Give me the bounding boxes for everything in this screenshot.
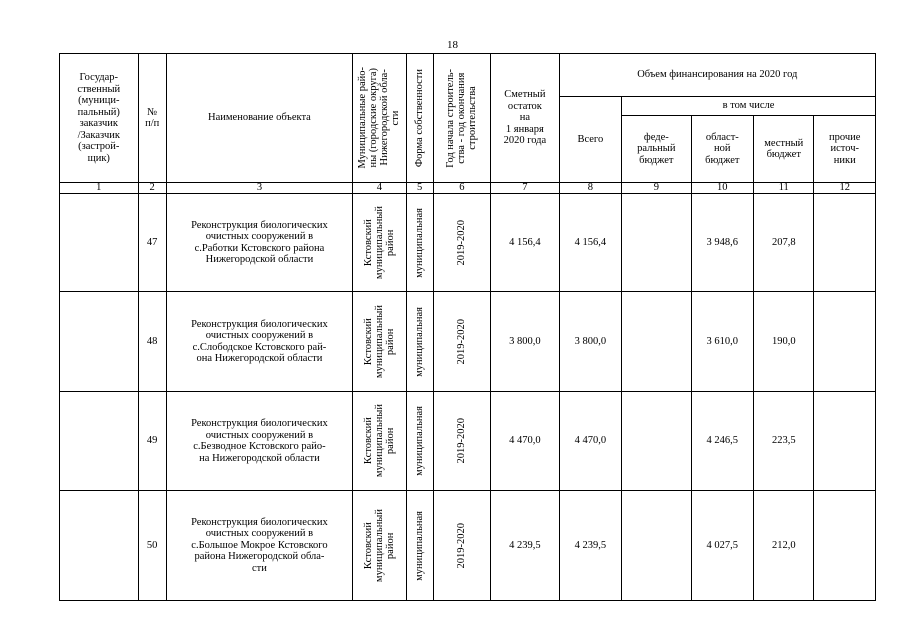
row-number: 49 (138, 392, 166, 491)
estimated-balance: 4 156,4 (491, 194, 560, 292)
local-value: 223,5 (754, 392, 814, 491)
municipality-cell (353, 292, 406, 392)
header-municipality: Муниципальные райо- ны (городские округа) Нижегородской обла- сти (357, 67, 402, 169)
row-number: 48 (138, 292, 166, 392)
customer-cell (60, 292, 139, 392)
column-number: 10 (691, 183, 753, 194)
header-local: местный бюджет (754, 116, 814, 183)
municipality-cell (353, 194, 406, 292)
column-number: 8 (559, 183, 621, 194)
header-years: Год начала строитель- ства - год окончания строительства (445, 68, 479, 168)
header-estimated-balance: Сметный остаток на 1 января 2020 года (491, 54, 560, 183)
header-years-cell (433, 54, 490, 183)
local-value: 212,0 (754, 491, 814, 601)
municipality-text: Кстовский муниципальный район (362, 304, 396, 379)
header-other: прочие источ- ники (814, 116, 876, 183)
column-numbers-row (60, 183, 876, 194)
regional-value: 4 027,5 (691, 491, 753, 601)
years-text: 2019-2020 (456, 219, 468, 266)
other-value (814, 491, 876, 601)
header-ownership-cell (406, 54, 433, 183)
other-value (814, 194, 876, 292)
row-number: 50 (138, 491, 166, 601)
object-name: Реконструкция биологических очистных сооружений в с.Большое Мокрое Кстовского района Нижегородской обла- сти (166, 491, 352, 601)
table-row (60, 292, 876, 392)
header-ownership: Форма собственности (414, 68, 426, 168)
customer-cell (60, 491, 139, 601)
ownership-cell (406, 194, 433, 292)
years-text: 2019-2020 (456, 418, 468, 464)
federal-value (622, 392, 692, 491)
estimated-balance: 4 470,0 (491, 392, 560, 491)
other-value (814, 392, 876, 491)
years-text: 2019-2020 (456, 522, 468, 569)
regional-value: 4 246,5 (691, 392, 753, 491)
federal-value (622, 292, 692, 392)
ownership-text: муниципальная (414, 306, 426, 377)
ownership-text: муниципальная (414, 510, 426, 581)
column-number: 1 (60, 183, 139, 194)
column-number: 5 (406, 183, 433, 194)
row-number: 47 (138, 194, 166, 292)
header-customer: Государ- ственный (муници- пальный) заказчик /Заказчик (застрой- щик) (60, 54, 139, 183)
table-row (60, 491, 876, 601)
column-number: 7 (491, 183, 560, 194)
customer-cell (60, 392, 139, 491)
header-federal: феде- ральный бюджет (622, 116, 692, 183)
page-number: 18 (447, 39, 458, 51)
total-value: 4 156,4 (559, 194, 621, 292)
federal-value (622, 194, 692, 292)
years-text: 2019-2020 (456, 318, 468, 365)
ownership-text: муниципальная (414, 406, 426, 476)
estimated-balance: 3 800,0 (491, 292, 560, 392)
financing-table (59, 53, 876, 601)
header-object-name: Наименование объекта (166, 54, 352, 183)
total-value: 4 239,5 (559, 491, 621, 601)
header-regional: област- ной бюджет (691, 116, 753, 183)
column-number: 4 (353, 183, 406, 194)
column-number: 9 (622, 183, 692, 194)
header-financing-volume: Объем финансирования на 2020 год (559, 54, 875, 97)
column-number: 11 (754, 183, 814, 194)
regional-value: 3 610,0 (691, 292, 753, 392)
header-number: № п/п (138, 54, 166, 183)
header-municipality-cell (353, 54, 406, 183)
ownership-text: муниципальная (414, 207, 426, 278)
regional-value: 3 948,6 (691, 194, 753, 292)
years-cell (433, 292, 490, 392)
municipality-text: Кстовский муниципальный район (362, 205, 396, 280)
local-value: 190,0 (754, 292, 814, 392)
municipality-text: Кстовский муниципальный район (362, 404, 396, 478)
object-name: Реконструкция биологических очистных сооружений в с.Работки Кстовского района Нижегородской области (166, 194, 352, 292)
municipality-text: Кстовский муниципальный район (362, 508, 396, 583)
estimated-balance: 4 239,5 (491, 491, 560, 601)
federal-value (622, 491, 692, 601)
customer-cell (60, 194, 139, 292)
municipality-cell (353, 491, 406, 601)
ownership-cell (406, 392, 433, 491)
years-cell (433, 491, 490, 601)
object-name: Реконструкция биологических очистных сооружений в с.Слободское Кстовского рай- она Нижегородской области (166, 292, 352, 392)
column-number: 3 (166, 183, 352, 194)
total-value: 3 800,0 (559, 292, 621, 392)
column-number: 12 (814, 183, 876, 194)
years-cell (433, 392, 490, 491)
ownership-cell (406, 292, 433, 392)
total-value: 4 470,0 (559, 392, 621, 491)
table-row (60, 392, 876, 491)
header-total: Всего (559, 97, 621, 183)
ownership-cell (406, 491, 433, 601)
table-row (60, 194, 876, 292)
local-value: 207,8 (754, 194, 814, 292)
other-value (814, 292, 876, 392)
municipality-cell (353, 392, 406, 491)
object-name: Реконструкция биологических очистных сооружений в с.Безводное Кстовского райо- на Нижегородской области (166, 392, 352, 491)
column-number: 6 (433, 183, 490, 194)
column-number: 2 (138, 183, 166, 194)
header-including: в том числе (622, 97, 876, 116)
years-cell (433, 194, 490, 292)
